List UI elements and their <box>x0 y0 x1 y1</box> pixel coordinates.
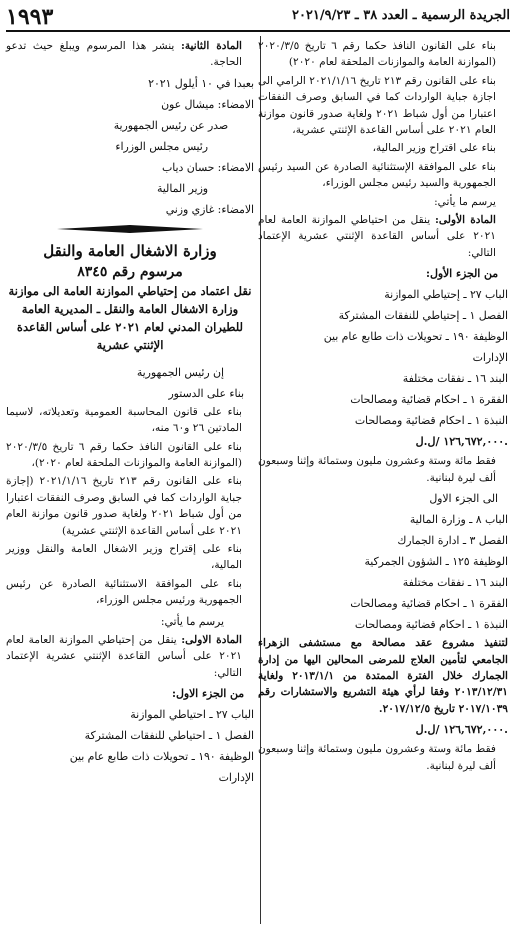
left-column <box>6 38 254 788</box>
decree-title: نقل اعتماد من إحتياطي الموازنة العامة الى موازنة وزارة الاشغال العامة والنقل ـ المديرية العامة للطيران المدني لعام ٢٠٢١ على أساس القاعدة الإثنتي عشرية <box>8 283 252 352</box>
budget-line: النبذة ١ ـ احكام قضائية ومصالحات <box>354 618 508 632</box>
amount-figure: ١٢٦,٦٧٢,٠٠٠ /ل.ل. <box>415 723 508 737</box>
article-1-text: ينقل من احتياطي الموازنة العامة لعام ٢٠٢١ على أساس القاعدة الإثنتي عشرية الإعتماد التالي: <box>258 214 496 259</box>
article-2-label: المادة الثانية: <box>180 40 242 52</box>
purpose-paragraph: لتنفيذ مشروع عقد مصالحة مع مستشفى الزهراء الجامعي لتأمين العلاج للمرضى المحالين اليها من إدارة الجمارك خلال الفترة الممتدة من ٢٠١٣/١/١ ولغاية ٢٠١٣/١٢/٣١ وفقا لرأي هيئة التشريع والاستشارات رقم ٢٠١٧/١٠٣٩ تاريخ ٢٠١٧/١٢/٥. <box>258 637 508 715</box>
preamble-paragraph: بناء على الموافقة الإستثنائية الصادرة عن السيد رئيس الجمهورية والسيد رئيس مجلس الوزراء، <box>258 160 496 190</box>
page-number: ١٩٩٣ <box>6 4 54 30</box>
from-heading: من الجزء الاول: <box>171 686 244 700</box>
amount-in-words: فقط مائة وستة وعشرون مليون وستمائة وإثنا وسبعون ألف ليرة لبنانية. <box>258 743 496 772</box>
signature-finance-minister: الامضاء: غازي وزني <box>165 202 254 216</box>
from-heading: من الجزء الأول: <box>425 267 498 281</box>
decree-phrase: يرسم ما يأتي: <box>434 195 496 208</box>
budget-line: الإدارات <box>218 770 254 784</box>
signature-president: الامضاء: ميشال عون <box>161 97 254 111</box>
article-2 <box>6 38 254 71</box>
page-header <box>6 4 510 32</box>
ministry-heading: وزارة الاشغال العامة والنقل <box>43 241 217 260</box>
budget-line: الباب ٨ ـ وزارة المالية <box>409 513 508 527</box>
preamble-paragraph: بناء على القانون رقم ٢١٣ تاريخ ٢٠٢١/١/١٦ الرامي الى اجازة جباية الواردات كما في السابق وصرف النفقات اعتبارا من أول شباط ٢٠٢١ ولغاية صدور قانون موازنة العام ٢٠٢١ على أساس القاعدة الإثنتي عشرية، <box>258 74 496 137</box>
preamble-paragraph: بناء على اقتراح وزير المالية، <box>372 142 496 155</box>
budget-line: البند ١٦ ـ نفقات مختلفة <box>402 576 508 590</box>
article-1-label: المادة الأولى: <box>434 214 496 227</box>
amount-in-words: فقط مائة وستة وعشرون مليون وستمائة وإثنا وسبعون ألف ليرة لبنانية. <box>258 455 496 484</box>
budget-line: الفصل ١ ـ إحتياطي للنفقات المشتركة <box>338 309 508 323</box>
preamble-paragraph: بناء على القانون النافذ حكما رقم ٦ تاريخ ٢٠٢٠/٣/٥ (الموازنة العامة والموازنات الملحقة لعام ٢٠٢٠)، <box>6 440 242 470</box>
preamble-paragraph: بناء على القانون النافذ حكما رقم ٦ تاريخ ٢٠٢٠/٣/٥ (الموازنة العامة والموازنات الملحقة لعام ٢٠٢٠) <box>258 40 496 69</box>
amount-figure: ١٢٦,٦٧٢,٠٠٠ /ل.ل. <box>415 435 508 449</box>
preamble-paragraph: بناء على الموافقة الاستثنائية الصادرة عن رئيس الجمهورية ورئيس مجلس الوزراء، <box>6 577 242 607</box>
pm-title: رئيس مجلس الوزراء <box>115 139 208 153</box>
article-1 <box>6 632 254 681</box>
decree-phrase: يرسم ما يأتي: <box>160 614 224 628</box>
preamble-paragraph: بناء على القانون رقم ٢١٣ تاريخ ٢٠٢١/١/١٦ (إجازة جباية الواردات كما في السابق وصرف النفقات اعتبارا من أول شباط ٢٠٢١ ولغاية صدور قانون موازنة العام ٢٠٢١ على أساس القاعدة الإثنتي عشرية) <box>6 475 242 537</box>
preamble-paragraph: بناء على إقتراح وزير الاشغال العامة والنقل ووزير المالية، <box>6 543 242 572</box>
budget-line: البند ١٦ ـ نفقات مختلفة <box>402 372 508 386</box>
preamble-line: إن رئيس الجمهورية <box>136 365 224 379</box>
issued-by: صدر عن رئيس الجمهورية <box>113 118 228 132</box>
budget-line: الفصل ٣ ـ ادارة الجمارك <box>397 534 508 548</box>
date-line: بعبدا في ١٠ أيلول ٢٠٢١ <box>148 76 254 90</box>
budget-line: الباب ٢٧ ـ إحتياطي الموازنة <box>384 288 508 302</box>
article-1 <box>258 212 508 261</box>
article-1-label: المادة الاولى: <box>181 633 242 646</box>
budget-line: الإدارات <box>472 351 508 365</box>
right-column <box>258 38 508 776</box>
budget-line: الفقرة ١ ـ احكام قضائية ومصالحات <box>350 597 508 611</box>
budget-line: الفقرة ١ ـ احكام قضائية ومصالحات <box>350 393 508 407</box>
budget-line: الباب ٢٧ ـ احتياطي الموازنة <box>130 707 254 721</box>
budget-line: الوظيفة ١٩٠ ـ تحويلات ذات طابع عام بين <box>69 749 254 763</box>
budget-line: الوظيفة ١٩٠ ـ تحويلات ذات طابع عام بين <box>323 330 508 344</box>
preamble-line: بناء على الدستور <box>168 386 244 400</box>
to-heading: الى الجزء الاول <box>429 492 498 506</box>
decree-number: مرسوم رقم ٨٣٤٥ <box>77 263 183 280</box>
article-1-text: ينقل من إحتياطي الموازنة العامة لعام ٢٠٢١ على أساس القاعدة الإثنتي عشرية الإعتماد التالي: <box>6 633 242 679</box>
budget-line: النبذة ١ ـ احكام قضائية ومصالحات <box>354 414 508 428</box>
signature-pm: الامضاء: حسان دياب <box>162 160 254 174</box>
article-2-text: ينشر هذا المرسوم ويبلغ حيث تدعو الحاجة. <box>6 40 242 69</box>
finance-minister-title: وزير المالية <box>157 181 208 195</box>
budget-line: الفصل ١ ـ احتياطي للنفقات المشتركة <box>84 728 254 742</box>
gazette-issue-title: الجريدة الرسمية ـ العدد ٣٨ ـ ٢٠٢١/٩/٢٣ <box>291 8 510 23</box>
preamble-paragraph: بناء على قانون المحاسبة العمومية وتعديلاته، لاسيما المادتين ٢٦ و٦٠ منه، <box>6 405 242 435</box>
budget-line: الوظيفة ١٢٥ ـ الشؤون الجمركية <box>364 555 508 569</box>
section-separator-ornament <box>55 224 205 234</box>
